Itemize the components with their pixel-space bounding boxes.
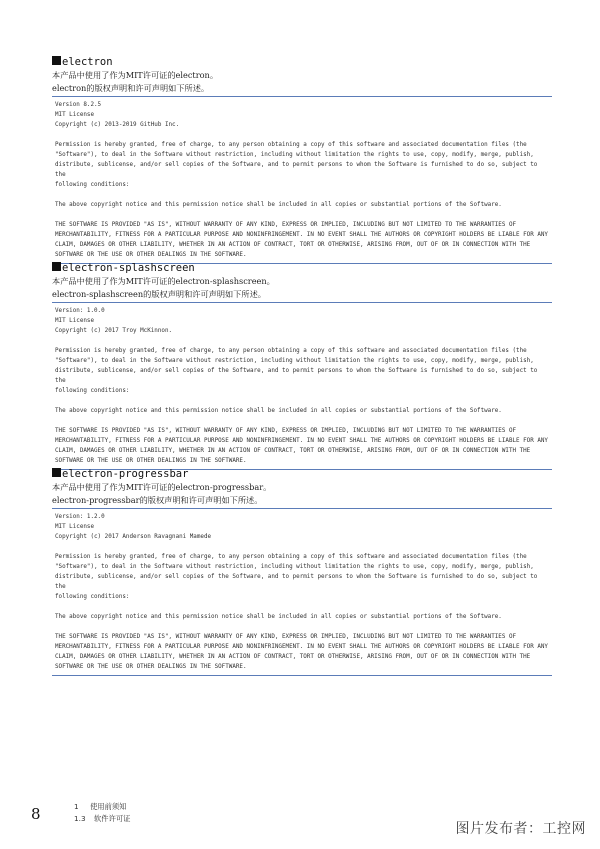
warranty-line: MERCHANTABILITY, FITNESS FOR A PARTICULAR PURPOSE AND NONINFRINGEMENT. IN NO EVENT SHALL THE AUTHORS OR COPYRIGHT HOLDERS BE LIABLE FOR ANY	[55, 438, 548, 445]
permission-line: following conditions:	[55, 594, 130, 601]
permission-line: "Software"), to deal in the Software without restriction, including without limitation the rights to use, copy, modify, merge, publish,	[55, 152, 534, 159]
license-text-box	[52, 96, 552, 264]
version-line: Version: 1.0.0	[55, 308, 105, 315]
license-name: MIT License	[55, 112, 95, 119]
section-title: electron	[62, 56, 113, 68]
intro-line: electron-progressbar的版权声明和许可声明如下所述。	[52, 494, 263, 505]
license-section-electron-progressbar	[52, 468, 552, 676]
permission-line: "Software"), to deal in the Software without restriction, including without limitation the rights to use, copy, modify, merge, publish,	[55, 358, 534, 365]
license-text-box	[52, 508, 552, 676]
notice-line: The above copyright notice and this permission notice shall be included in all copies or substantial portions of the Software.	[55, 202, 502, 209]
footer-breadcrumb	[74, 801, 130, 824]
section-title: 软件许可证	[94, 813, 131, 823]
notice-line: The above copyright notice and this permission notice shall be included in all copies or substantial portions of the Software.	[55, 408, 502, 415]
section-heading	[52, 262, 552, 275]
permission-line: distribute, sublicense, and/or sell copies of the Software, and to permit persons to whom the Software is furnished to do so, subject to the	[55, 162, 538, 179]
notice-line: The above copyright notice and this permission notice shall be included in all copies or substantial portions of the Software.	[55, 614, 502, 621]
intro-line: electron的版权声明和许可声明如下所述。	[52, 82, 210, 93]
chapter-title: 使用前须知	[90, 802, 127, 811]
warranty-line: THE SOFTWARE IS PROVIDED "AS IS", WITHOUT WARRANTY OF ANY KIND, EXPRESS OR IMPLIED, INCLUDING BUT NOT LIMITED TO THE WARRANTIES OF	[55, 428, 517, 435]
footer-chapter	[74, 801, 130, 813]
permission-line: following conditions:	[55, 182, 130, 189]
copyright-line: Copyright (c) 2013-2019 GitHub Inc.	[55, 122, 180, 129]
warranty-line: CLAIM, DAMAGES OR OTHER LIABILITY, WHETHER IN AN ACTION OF CONTRACT, TORT OR OTHERWISE, ARISING FROM, OUT OF OR IN CONNECTION WITH THE	[55, 654, 531, 661]
version-line: Version 8.2.5	[55, 102, 102, 109]
warranty-line: MERCHANTABILITY, FITNESS FOR A PARTICULAR PURPOSE AND NONINFRINGEMENT. IN NO EVENT SHALL THE AUTHORS OR COPYRIGHT HOLDERS BE LIABLE FOR ANY	[55, 644, 548, 651]
permission-line: following conditions:	[55, 388, 130, 395]
section-heading	[52, 468, 552, 481]
intro-line: 本产品中使用了作为MIT许可证的electron-progressbar。	[52, 482, 272, 492]
publisher-watermark: 图片发布者：工控网	[455, 821, 586, 837]
warranty-line: THE SOFTWARE IS PROVIDED "AS IS", WITHOUT WARRANTY OF ANY KIND, EXPRESS OR IMPLIED, INCLUDING BUT NOT LIMITED TO THE WARRANTIES OF	[55, 634, 517, 641]
copyright-line: Copyright (c) 2017 Anderson Ravagnani Mamede	[55, 534, 212, 541]
warranty-line: SOFTWARE OR THE USE OR OTHER DEALINGS IN THE SOFTWARE.	[55, 252, 247, 259]
intro-line: 本产品中使用了作为MIT许可证的electron-splashscreen。	[52, 276, 275, 286]
warranty-line: MERCHANTABILITY, FITNESS FOR A PARTICULAR PURPOSE AND NONINFRINGEMENT. IN NO EVENT SHALL THE AUTHORS OR COPYRIGHT HOLDERS BE LIABLE FOR ANY	[55, 232, 548, 239]
license-name: MIT License	[55, 318, 95, 325]
permission-line: Permission is hereby granted, free of charge, to any person obtaining a copy of this software and associated documentation files (the	[55, 554, 527, 561]
warranty-line: CLAIM, DAMAGES OR OTHER LIABILITY, WHETHER IN AN ACTION OF CONTRACT, TORT OR OTHERWISE, ARISING FROM, OUT OF OR IN CONNECTION WITH THE	[55, 448, 531, 455]
intro-line: electron-splashscreen的版权声明和许可声明如下所述。	[52, 288, 266, 299]
square-bullet-icon	[52, 56, 61, 65]
warranty-line: CLAIM, DAMAGES OR OTHER LIABILITY, WHETHER IN AN ACTION OF CONTRACT, TORT OR OTHERWISE, ARISING FROM, OUT OF OR IN CONNECTION WITH THE	[55, 242, 531, 249]
warranty-line: SOFTWARE OR THE USE OR OTHER DEALINGS IN THE SOFTWARE.	[55, 664, 247, 671]
section-number: 1.3	[74, 813, 86, 823]
permission-line: distribute, sublicense, and/or sell copies of the Software, and to permit persons to whom the Software is furnished to do so, subject to the	[55, 368, 538, 385]
square-bullet-icon	[52, 262, 61, 271]
page-number: 8	[31, 805, 41, 823]
footer-section	[74, 813, 130, 825]
warranty-line: SOFTWARE OR THE USE OR OTHER DEALINGS IN THE SOFTWARE.	[55, 458, 247, 465]
warranty-line: THE SOFTWARE IS PROVIDED "AS IS", WITHOUT WARRANTY OF ANY KIND, EXPRESS OR IMPLIED, INCLUDING BUT NOT LIMITED TO THE WARRANTIES OF	[55, 222, 517, 229]
version-line: Version: 1.2.0	[55, 514, 105, 521]
permission-line: "Software"), to deal in the Software without restriction, including without limitation the rights to use, copy, modify, merge, publish,	[55, 564, 534, 571]
license-text-box	[52, 302, 552, 470]
permission-line: Permission is hereby granted, free of charge, to any person obtaining a copy of this software and associated documentation files (the	[55, 142, 527, 149]
permission-line: distribute, sublicense, and/or sell copies of the Software, and to permit persons to whom the Software is furnished to do so, subject to the	[55, 574, 538, 591]
section-heading	[52, 56, 552, 69]
square-bullet-icon	[52, 468, 61, 477]
license-name: MIT License	[55, 524, 95, 531]
permission-line: Permission is hereby granted, free of charge, to any person obtaining a copy of this software and associated documentation files (the	[55, 348, 527, 355]
copyright-line: Copyright (c) 2017 Troy McKinnon.	[55, 328, 173, 335]
section-title: electron-splashscreen	[62, 262, 195, 274]
license-section-electron	[52, 56, 552, 264]
license-section-electron-splashscreen	[52, 262, 552, 470]
section-title: electron-progressbar	[62, 468, 189, 480]
chapter-number: 1	[74, 802, 79, 811]
intro-line: 本产品中使用了作为MIT许可证的electron。	[52, 70, 219, 80]
